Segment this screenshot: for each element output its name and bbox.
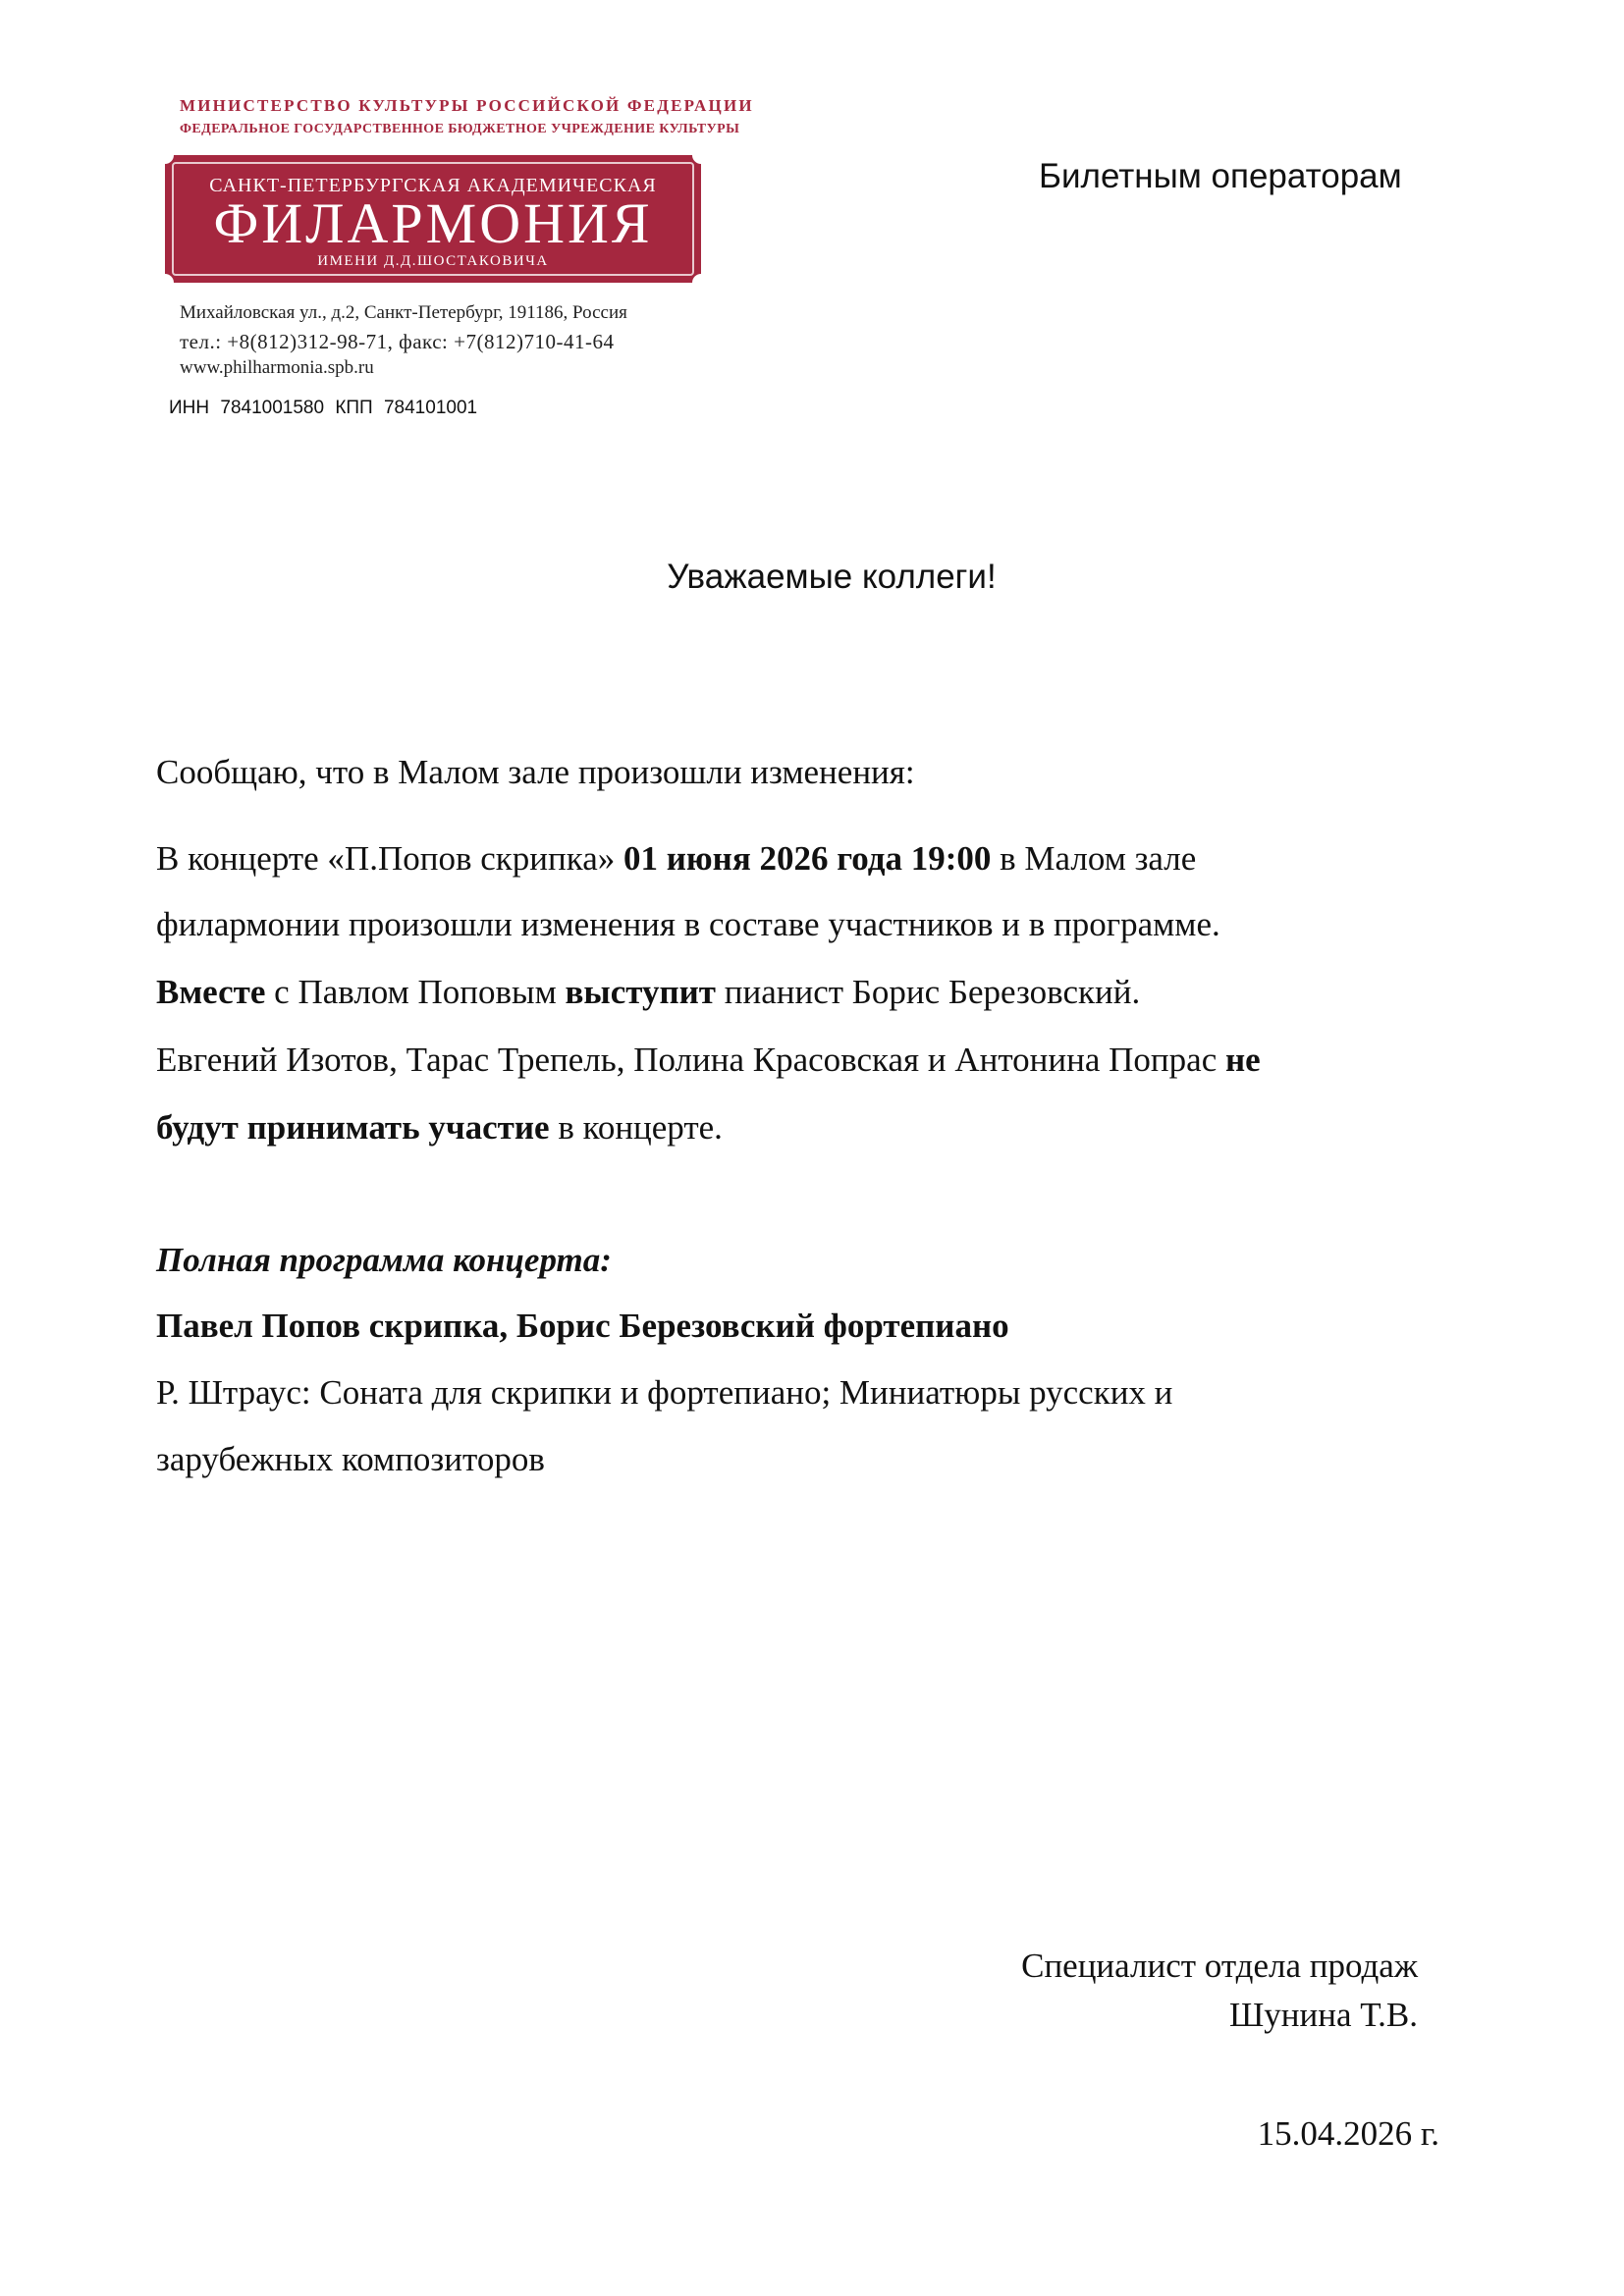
logo-corner	[692, 274, 710, 292]
website-link[interactable]: www.philharmonia.spb.ru	[180, 357, 374, 378]
greeting: Уважаемые коллеги!	[667, 558, 997, 596]
program-title: Полная программа концерта:	[156, 1241, 612, 1279]
body-line	[156, 839, 1196, 879]
phone-fax: тел.: +8(812)312-98-71, факс: +7(812)710-41-64	[180, 330, 615, 353]
body-line	[156, 1108, 723, 1148]
logo-title: ФИЛАРМОНИЯ	[213, 191, 653, 255]
institution-type: ФЕДЕРАЛЬНОЕ ГОСУДАРСТВЕННОЕ БЮДЖЕТНОЕ УЧРЕЖДЕНИЕ КУЛЬТУРЫ	[180, 122, 740, 136]
body-text: в концерте.	[549, 1108, 723, 1147]
program-works: зарубежных композиторов	[156, 1440, 545, 1478]
tax-requisites: ИНН 7841001580 КПП 784101001	[169, 398, 478, 418]
logo-subtitle: САНКТ-ПЕТЕРБУРГСКАЯ АКАДЕМИЧЕСКАЯ	[209, 175, 657, 196]
hall-text: в Малом зале	[991, 839, 1197, 878]
body-text: с Павлом Поповым	[265, 973, 566, 1011]
recipient: Билетным операторам	[1039, 157, 1402, 195]
logo-corner	[156, 274, 174, 292]
philharmonia-logo	[165, 155, 701, 283]
body-text: Евгений Изотов, Тарас Трепель, Полина Красовская и Антонина Попрас	[156, 1041, 1225, 1079]
body-line: филармонии произошли изменения в составе участников и в программе.	[156, 905, 1220, 943]
emphasis-text: не	[1224, 1041, 1261, 1079]
program-performers: Павел Попов скрипка, Борис Березовский фортепиано	[156, 1307, 1009, 1345]
body-text: пианист Борис Березовский.	[716, 973, 1141, 1011]
program-works: Р. Штраус: Соната для скрипки и фортепиано; Миниатюры русских и	[156, 1373, 1173, 1412]
concert-date: 01 июня 2026 года 19:00	[623, 839, 992, 878]
postal-address: Михайловская ул., д.2, Санкт-Петербург, 191186, Россия	[180, 302, 627, 323]
concert-text: В концерте «П.Попов скрипка»	[156, 839, 624, 878]
emphasis-text: Вместе	[156, 973, 266, 1011]
letter-date: 15.04.2026 г.	[1257, 2114, 1439, 2153]
logo-corner	[156, 146, 174, 164]
intro-paragraph: Сообщаю, что в Малом зале произошли изменения:	[156, 753, 915, 791]
signer-name: Шунина Т.В.	[1228, 1996, 1418, 2034]
ministry-title: МИНИСТЕРСТВО КУЛЬТУРЫ РОССИЙСКОЙ ФЕДЕРАЦИИ	[180, 96, 754, 115]
signer-position: Специалист отдела продаж	[1021, 1947, 1418, 1985]
emphasis-text: будут принимать участие	[156, 1108, 550, 1147]
emphasis-text: выступит	[565, 973, 717, 1011]
logo-dedication: ИМЕНИ Д.Д.ШОСТАКОВИЧА	[317, 253, 549, 269]
logo-corner	[692, 146, 710, 164]
body-line	[156, 973, 1140, 1012]
body-line	[156, 1041, 1261, 1080]
